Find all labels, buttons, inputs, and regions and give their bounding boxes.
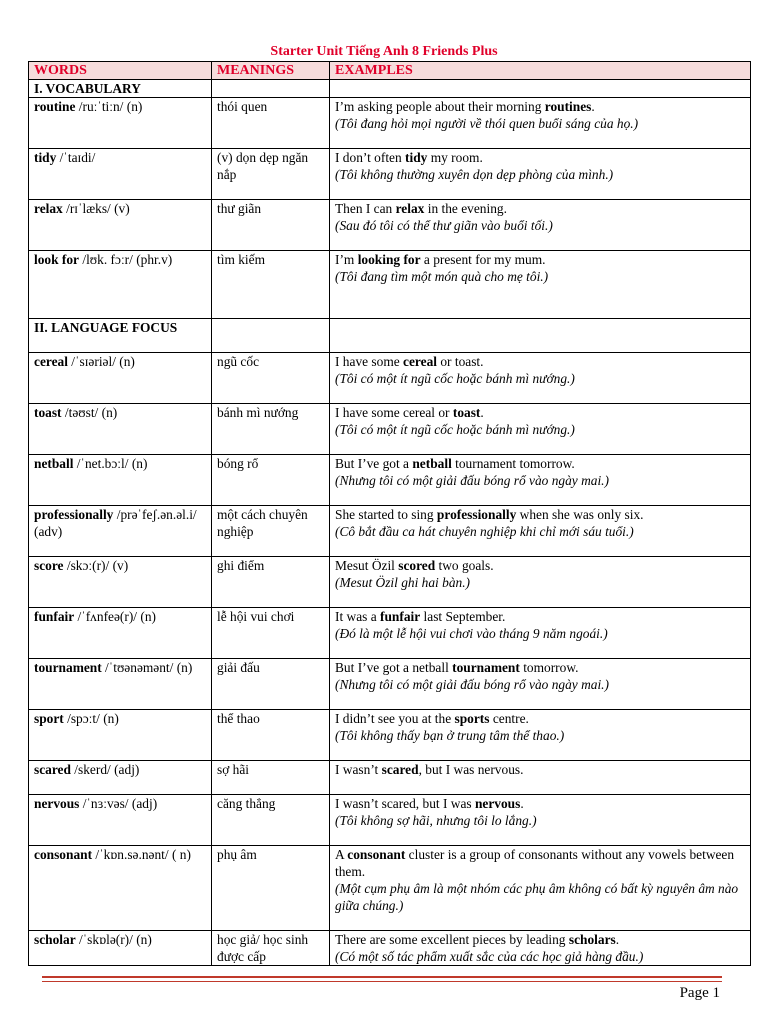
example-text-before: I wasn’t scared, but I was [335, 796, 475, 811]
example-sentence [335, 761, 745, 778]
word-term: funfair [34, 609, 75, 624]
example-sentence [335, 557, 745, 574]
example-cell [330, 506, 751, 557]
example-translation: (Tôi có một ít ngũ cốc hoặc bánh mì nướng.) [335, 371, 575, 386]
word-cell [29, 795, 212, 846]
word-term: nervous [34, 796, 80, 811]
example-text-after: , but I was nervous. [418, 762, 524, 777]
example-sentence [335, 795, 745, 812]
meaning-cell: thư giãn [212, 200, 330, 251]
example-keyword: netball [412, 456, 452, 471]
word-term: cereal [34, 354, 68, 369]
empty-cell [212, 80, 330, 98]
example-cell [330, 931, 751, 966]
meaning-cell: sợ hãi [212, 761, 330, 795]
example-keyword: funfair [380, 609, 421, 624]
example-translation: (Tôi không thấy bạn ở trung tâm thể thao.) [335, 728, 565, 743]
example-text-before: I don’t often [335, 150, 406, 165]
example-cell [330, 659, 751, 710]
example-text-after: centre. [489, 711, 529, 726]
example-keyword: scared [381, 762, 419, 777]
meaning-cell: giải đấu [212, 659, 330, 710]
word-term: relax [34, 201, 63, 216]
example-text-before: I wasn’t [335, 762, 382, 777]
table-row [29, 710, 751, 761]
vocabulary-table [28, 61, 751, 966]
example-text-after: . [615, 932, 620, 947]
example-cell [330, 608, 751, 659]
word-cell [29, 931, 212, 966]
word-term: netball [34, 456, 74, 471]
example-text-after: when she was only six. [516, 507, 644, 522]
example-text-after: or toast. [437, 354, 484, 369]
example-keyword: professionally [436, 507, 517, 522]
meaning-cell: căng thẳng [212, 795, 330, 846]
example-translation: (Đó là một lễ hội vui chơi vào tháng 9 năm ngoái.) [335, 626, 608, 641]
example-cell [330, 795, 751, 846]
example-cell [330, 353, 751, 404]
table-row [29, 353, 751, 404]
word-pronunciation: /prəˈfeʃ.ən.əl.i/ (adv) [34, 507, 197, 539]
meaning-cell: bóng rổ [212, 455, 330, 506]
example-text-before: I’m [335, 252, 358, 267]
example-text-after: my room. [427, 150, 483, 165]
table-row [29, 455, 751, 506]
meaning-cell: thói quen [212, 98, 330, 149]
example-text-before: But I’ve got a netball [335, 660, 453, 675]
table-row [29, 846, 751, 931]
word-term: look for [34, 252, 80, 267]
example-sentence [335, 98, 745, 115]
example-text-after: a present for my mum. [420, 252, 546, 267]
section-row [29, 80, 751, 98]
example-keyword: scholars [568, 932, 616, 947]
word-term: professionally [34, 507, 114, 522]
example-text-before: I have some [335, 354, 404, 369]
word-term: toast [34, 405, 62, 420]
header-words: WORDS [29, 62, 212, 80]
table-row [29, 251, 751, 319]
word-pronunciation: /ˈtʊənəmənt/ (n) [101, 660, 193, 675]
word-term: tidy [34, 150, 57, 165]
table-header-row [29, 62, 751, 80]
word-pronunciation: /rɪˈlæks/ (v) [62, 201, 130, 216]
meaning-cell: thể thao [212, 710, 330, 761]
example-translation: (Sau đó tôi có thể thư giãn vào buổi tối.) [335, 218, 553, 233]
word-pronunciation: /təʊst/ (n) [61, 405, 118, 420]
table-row [29, 931, 751, 966]
word-term: score [34, 558, 64, 573]
word-cell [29, 149, 212, 200]
word-cell [29, 557, 212, 608]
example-translation: (Tôi không sợ hãi, nhưng tôi lo lắng.) [335, 813, 537, 828]
table-body [29, 80, 751, 966]
example-keyword: consonant [347, 847, 406, 862]
example-text-before: I didn’t see you at the [335, 711, 455, 726]
section-heading: II. LANGUAGE FOCUS [29, 319, 212, 353]
word-term: scared [34, 762, 71, 777]
example-cell [330, 404, 751, 455]
example-cell [330, 251, 751, 319]
footer-rule-thin [42, 981, 722, 982]
word-cell [29, 761, 212, 795]
example-cell [330, 149, 751, 200]
empty-cell [330, 80, 751, 98]
word-term: tournament [34, 660, 102, 675]
example-sentence [335, 353, 745, 370]
example-translation: (Nhưng tôi có một giải đấu bóng rổ vào ngày mai.) [335, 473, 609, 488]
example-cell [330, 98, 751, 149]
example-translation: (Tôi đang tìm một món quà cho mẹ tôi.) [335, 269, 549, 284]
example-sentence [335, 931, 745, 948]
page-title: Starter Unit Tiếng Anh 8 Friends Plus [270, 44, 498, 59]
word-cell [29, 659, 212, 710]
meaning-cell: (v) dọn dẹp ngăn nắp [212, 149, 330, 200]
table-row [29, 557, 751, 608]
example-text-after: . [591, 99, 595, 114]
word-term: scholar [34, 932, 76, 947]
example-translation: (Tôi có một ít ngũ cốc hoặc bánh mì nướng.) [335, 422, 575, 437]
example-text-after: . [520, 796, 524, 811]
table-row [29, 795, 751, 846]
example-cell [330, 846, 751, 931]
meaning-cell: học giả/ học sinh được cấp [212, 931, 330, 966]
word-pronunciation: /ˈsɪəriəl/ (n) [67, 354, 135, 369]
word-cell [29, 846, 212, 931]
meaning-cell: tìm kiếm [212, 251, 330, 319]
example-translation: (Tôi đang hỏi mọi người về thói quen buổi sáng của họ.) [335, 116, 639, 131]
word-pronunciation: /lʊk. fɔːr/ (phr.v) [79, 252, 173, 267]
example-translation: (Cô bắt đầu ca hát chuyên nghiệp khi chỉ mới sáu tuổi.) [335, 524, 634, 539]
example-cell [330, 455, 751, 506]
section-row [29, 319, 751, 353]
example-text-after: tournament tomorrow. [451, 456, 575, 471]
example-sentence [335, 455, 745, 472]
table-row [29, 761, 751, 795]
example-cell [330, 710, 751, 761]
example-text-before: Then I can [335, 201, 396, 216]
example-sentence [335, 404, 745, 421]
footer-rule [42, 976, 722, 978]
word-pronunciation: /spɔːt/ (n) [63, 711, 119, 726]
example-sentence [335, 608, 745, 625]
word-cell [29, 608, 212, 659]
meaning-cell: bánh mì nướng [212, 404, 330, 455]
example-text-before: It was a [335, 609, 380, 624]
header-examples: EXAMPLES [330, 62, 751, 80]
word-cell [29, 200, 212, 251]
example-text-before: I have some cereal or [335, 405, 453, 420]
example-sentence [335, 846, 745, 880]
example-text-before: Mesut Özil [335, 558, 399, 573]
table-row [29, 608, 751, 659]
word-term: routine [34, 99, 76, 114]
table-row [29, 506, 751, 557]
example-text-before: A [335, 847, 348, 862]
table-row [29, 200, 751, 251]
example-cell [330, 557, 751, 608]
meaning-cell: lễ hội vui chơi [212, 608, 330, 659]
example-keyword: nervous [474, 796, 521, 811]
word-cell [29, 506, 212, 557]
example-translation: (Tôi không thường xuyên dọn dẹp phòng của mình.) [335, 167, 614, 182]
example-keyword: looking for [357, 252, 421, 267]
word-pronunciation: /ruːˈtiːn/ (n) [75, 99, 143, 114]
example-text-after: tomorrow. [519, 660, 579, 675]
example-keyword: scored [398, 558, 436, 573]
word-cell [29, 353, 212, 404]
example-sentence [335, 200, 745, 217]
example-sentence [335, 149, 745, 166]
example-text-after: . [480, 405, 484, 420]
example-keyword: tidy [405, 150, 428, 165]
example-text-after: cluster is a group of consonants without any vowels between them. [335, 847, 735, 879]
word-cell [29, 98, 212, 149]
word-term: consonant [34, 847, 93, 862]
example-sentence [335, 251, 745, 268]
word-pronunciation: /ˈkɒn.sə.nənt/ ( n) [92, 847, 191, 862]
word-pronunciation: /skerd/ (adj) [70, 762, 140, 777]
example-translation: (Có một số tác phẩm xuất sắc của các học giả hàng đầu.) [335, 949, 644, 964]
table-row [29, 149, 751, 200]
word-cell [29, 404, 212, 455]
word-pronunciation: /ˈnɜːvəs/ (adj) [79, 796, 158, 811]
empty-cell [212, 319, 330, 353]
word-cell [29, 251, 212, 319]
example-sentence [335, 659, 745, 676]
example-keyword: toast [452, 405, 481, 420]
example-keyword: cereal [403, 354, 437, 369]
meaning-cell: phụ âm [212, 846, 330, 931]
word-pronunciation: /ˈskɒlə(r)/ (n) [75, 932, 152, 947]
word-pronunciation: /ˈtaɪdi/ [56, 150, 96, 165]
example-cell [330, 200, 751, 251]
table-row [29, 404, 751, 455]
word-term: sport [34, 711, 64, 726]
word-cell [29, 710, 212, 761]
meaning-cell: một cách chuyên nghiệp [212, 506, 330, 557]
table-row [29, 659, 751, 710]
example-keyword: routines [544, 99, 592, 114]
example-text-after: in the evening. [424, 201, 507, 216]
example-text-after: last September. [420, 609, 506, 624]
example-keyword: tournament [452, 660, 520, 675]
word-pronunciation: /skɔː(r)/ (v) [63, 558, 129, 573]
meaning-cell: ngũ cốc [212, 353, 330, 404]
table-row [29, 98, 751, 149]
example-text-before: There are some excellent pieces by leading [335, 932, 569, 947]
example-text-before: But I’ve got a [335, 456, 413, 471]
example-cell [330, 761, 751, 795]
example-sentence [335, 710, 745, 727]
example-keyword: relax [395, 201, 425, 216]
example-sentence [335, 506, 745, 523]
example-translation: (Một cụm phụ âm là một nhóm các phụ âm không có bất kỳ nguyên âm nào giữa chúng.) [335, 881, 739, 913]
example-keyword: sports [454, 711, 490, 726]
example-text-after: two goals. [435, 558, 494, 573]
empty-cell [330, 319, 751, 353]
word-pronunciation: /ˈnet.bɔːl/ (n) [73, 456, 148, 471]
example-translation: (Nhưng tôi có một giải đấu bóng rổ vào ngày mai.) [335, 677, 609, 692]
example-text-before: I’m asking people about their morning [335, 99, 545, 114]
word-pronunciation: /ˈfʌnfeə(r)/ (n) [74, 609, 156, 624]
section-heading: I. VOCABULARY [29, 80, 212, 98]
page-number: Page 1 [679, 985, 720, 1001]
meaning-cell: ghi điểm [212, 557, 330, 608]
word-cell [29, 455, 212, 506]
example-text-before: She started to sing [335, 507, 437, 522]
header-meanings: MEANINGS [212, 62, 330, 80]
example-translation: (Mesut Özil ghi hai bàn.) [335, 575, 471, 590]
